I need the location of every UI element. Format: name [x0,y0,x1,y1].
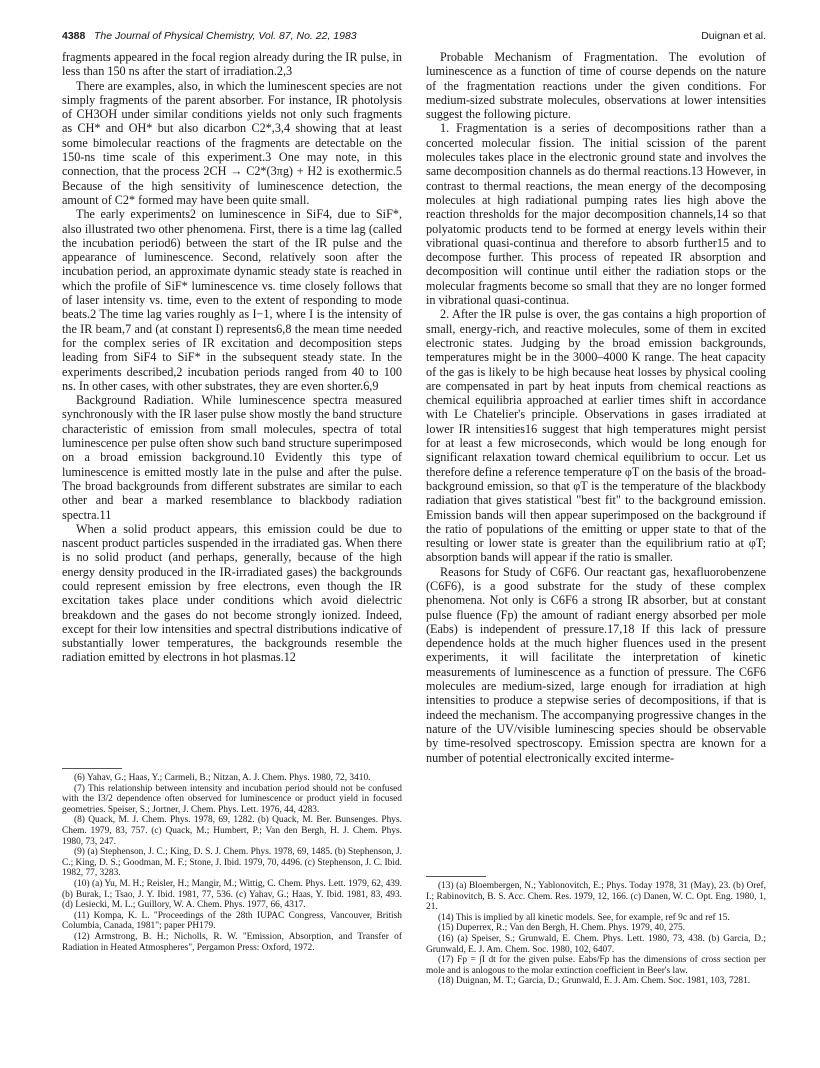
paragraph: Probable Mechanism of Fragmentation. The evolution of luminescence as a function of time of course depends on the nature of the fragmentation reactions under the given conditions. For medium-sized substrate molecules, observations at lower intensities suggest the following picture. [426,50,766,122]
right-column [426,50,766,765]
reference: (11) Kompa, K. L. "Proceedings of the 28th IUPAC Congress, Vancouver, British Columbia, Canada, 1981"; paper PH179. [62,910,402,932]
paragraph: Background Radiation. While luminescence spectra measured synchronously with the IR laser pulse show mostly the band structure characteristic of emission from small molecules, spectra of total luminescence per pulse often show such band structure superimposed on a broad emission background.10 Evidently this type of luminescence is emitted mostly late in the pulse and after the pulse. The broad backgrounds from different substrates are similar to each other and bear a marked resemblance to blackbody radiation spectra.11 [62,393,402,522]
paragraph: The early experiments2 on luminescence in SiF4, due to SiF*, also illustrated two other phenomena. First, there is a time lag (called the incubation period6) between the start of the IR pulse and the appearance of luminescence. Second, relatively soon after the incubation period, an approximate dynamic steady state is reached in which the profile of SiF* luminescence vs. time closely follows that of laser intensity vs. time, even to the extent of responding to mode beats.2 The time lag varies roughly as I−1, where I is the intensity of the IR beam,7 and (at constant I) represents6,8 the mean time needed for the complex series of IR excitation and decomposition steps leading from SiF4 to SiF* in the subsequent steady state. In the experiments described,2 incubation periods ranged from 40 to 100 ns. In other cases, with other substrates, they are even shorter.6,9 [62,207,402,393]
reference: (18) Duignan, M. T.; Garcia, D.; Grunwald, E. J. Am. Chem. Soc. 1981, 103, 7281. [438,976,751,987]
page-header [62,30,766,46]
paragraph: When a solid product appears, this emission could be due to nascent product particles suspended in the irradiated gas. When there is no solid product (and perhaps, generally, because of the high energy density produced in the IR-irradiated gases) the backgrounds could represent emission by free electrons, even though the IR excitation takes place under conditions which avoid dielectric breakdown and the gases do not become strongly ionized. Indeed, except for their low intensities and spectral distributions indicative of substantially lower temperatures, the backgrounds resemble the radiation emitted by electrons in hot plasmas.12 [62,521,402,665]
references-left [62,773,402,953]
paragraph: fragments appeared in the focal region already during the IR pulse, in less than 150 ns after the start of irradiation.2,3 [62,50,402,79]
paragraph: There are examples, also, in which the luminescent species are not simply fragments of the parent absorber. For instance, IR photolysis of CH3OH under similar conditions yields not only such fragments as CH* and OH* but also dicarbon C2*,3,4 showing that at least some bimolecular reactions of the fragments are detectable on the 150-ns time scale of this experiment.3 One may note, in this connection, that the process 2CH → C2*(3πg) + H2 is exothermic.5 Because of the high sensitivity of luminescence detection, the amount of C2* formed may have been quite small. [62,78,402,207]
footnote-separator [62,768,122,769]
journal-citation: The Journal of Physical Chemistry, Vol. 87, No. 22, 1983 [94,30,357,42]
left-column [62,50,402,665]
reference: (15) Duperrex, R.; Van den Bergh, H. Chem. Phys. 1979, 40, 275. [438,923,686,934]
reference: (12) Armstrong, B. H.; Nicholls, R. W. "Emission, Absorption, and Transfer of Radiation in Heated Atmospheres", Pergamon Press: Oxford, 1972. [62,931,402,953]
reference: (8) Quack, M. J. Chem. Phys. 1978, 69, 1282. (b) Quack, M. Ber. Bunsenges. Phys. Chem. 1979, 83, 757. (c) Quack, M.; Humbert, P.; Van den Bergh, H. J. Chem. Phys. 1980, 73, 247. [62,815,402,847]
reference: (6) Yahav, G.; Haas, Y.; Carmeli, B.; Nitzan, A. J. Chem. Phys. 1980, 72, 3410. [74,773,371,783]
reference: (14) This is implied by all kinetic models. See, for example, ref 9c and ref 15. [438,912,730,923]
page-number: 4388 [62,30,86,42]
reference: (13) (a) Bloembergen, N.; Yablonovitch, E.; Phys. Today 1978, 31 (May), 23. (b) Oref, I.; Rabinovitch, B. S. Acc. Chem. Res. 1979, 12, 166. (c) Danen, W. C. Opt. Eng. 1980, 1, 21. [426,881,766,913]
running-authors: Duignan et al. [701,30,766,42]
reference: (16) (a) Speiser, S.; Grunwald, E. Chem. Phys. Lett. 1980, 73, 438. (b) Garcia, D.; Grunwald, E. J. Am. Chem. Soc. 1980, 102, 6407. [426,933,766,955]
paragraph: Reasons for Study of C6F6. Our reactant gas, hexafluorobenzene (C6F6), is a good substrate for the study of these complex phenomena. Not only is C6F6 a strong IR absorber, but at constant pulse fluence (Fp) the amount of radiant energy absorbed per mole (Eabs) is independent of pressure.17,18 If this lack of pressure dependence holds at the much higher fluences used in the present experiments, it will facilitate the interpretation of kinetic measurements of luminescence as a function of pressure. The C6F6 molecules are medium-sized, large enough for irradiation at high intensities to produce a stepwise series of decompositions, if that is indeed the mechanism. The accompanying progressive changes in the nature of the UV/visible luminescing species should be observable by time-resolved spectroscopy. Emission spectra are known for a number of potential electronically excited interme- [426,564,766,765]
reference: (17) Fp = ∫I dt for the given pulse. Eabs/Fp has the dimensions of cross section per mole and is anlogous to the molar extinction coefficient in Beer's law. [426,955,766,976]
reference: (10) (a) Yu, M. H.; Reisler, H.; Mangir, M.; Wittig, C. Chem. Phys. Lett. 1979, 62, 439. (b) Burak, I.; Tsao, J. Y. Ibid. 1981, 77, 536. (c) Yahav, G.; Haas, Y. Ibid. 1981, 83, 493. (d) Lesiecki, M. L.; Guillory, W. A. Chem. Phys. 1977, 66, 4317. [62,878,402,911]
footnote-separator [426,876,486,877]
reference: (9) (a) Stephenson, J. C.; King, D. S. J. Chem. Phys. 1978, 69, 1485. (b) Stephenson, J. C.; King, D. S.; Goodman, M. F.; Stone, J. Ibid. 1979, 70, 4496. (c) Stephenson, J. C. Ibid. 1982, 77, 3283. [62,847,402,879]
paragraph: 1. Fragmentation is a series of decompositions rather than a concerted molecular fission. The initial scission of the parent molecules takes place in the electronic ground state and involves the same decomposition channels as do thermal reactions.13 However, in contrast to thermal reactions, the mean energy of the decomposing molecules at high radiational pumping rates lies high above the reaction thresholds for the major decomposition channels,14 so that polyatomic products tend to be formed at energy levels within their vibrational quasi-continua and therefore to absorb further15 and to decompose further. This process of repeated IR absorption and decomposition will continue until either the radiation stops or the molecular fragments become so small that they are no longer formed in vibrational quasi-continua. [426,121,766,308]
paragraph: 2. After the IR pulse is over, the gas contains a high proportion of small, energy-rich, and reactive molecules, some of them in excited electronic states. Judging by the broad emission backgrounds, temperatures might be in the 3000–4000 K range. The heat capacity of the gas is likely to be high because heat losses by physical cooling are compensated in part by heat inputs from chemical reactions as chemical equilibria approached at earlier times shift in accordance with Le Chatelier's principle. Observations in gases irradiated at lower IR intensities16 suggest that high temperatures might persist for at least a few microseconds, which would be long enough for significant relaxation toward chemical equilibrium to occur. Let us therefore define a reference temperature φT on the basis of the broad-background emission, so that φT is the temperature of the blackbody radiation that gives statistical "best fit" to the background emission. Emission bands will then appear superimposed on the background if the ratio of populations of the emitting or upper state to that of the resulting or lower state is greater than the equilibrium ratio at φT; absorption bands will appear if the ratio is smaller. [426,307,766,565]
references-right [426,881,766,987]
reference: (7) This relationship between intensity and incubation period should not be confused with the I3/2 dependence often observed for luminescence or product yield in focused geometries. Speiser, S.; Jortner, J. Chem. Phys. Lett. 1976, 44, 4283. [62,783,402,815]
